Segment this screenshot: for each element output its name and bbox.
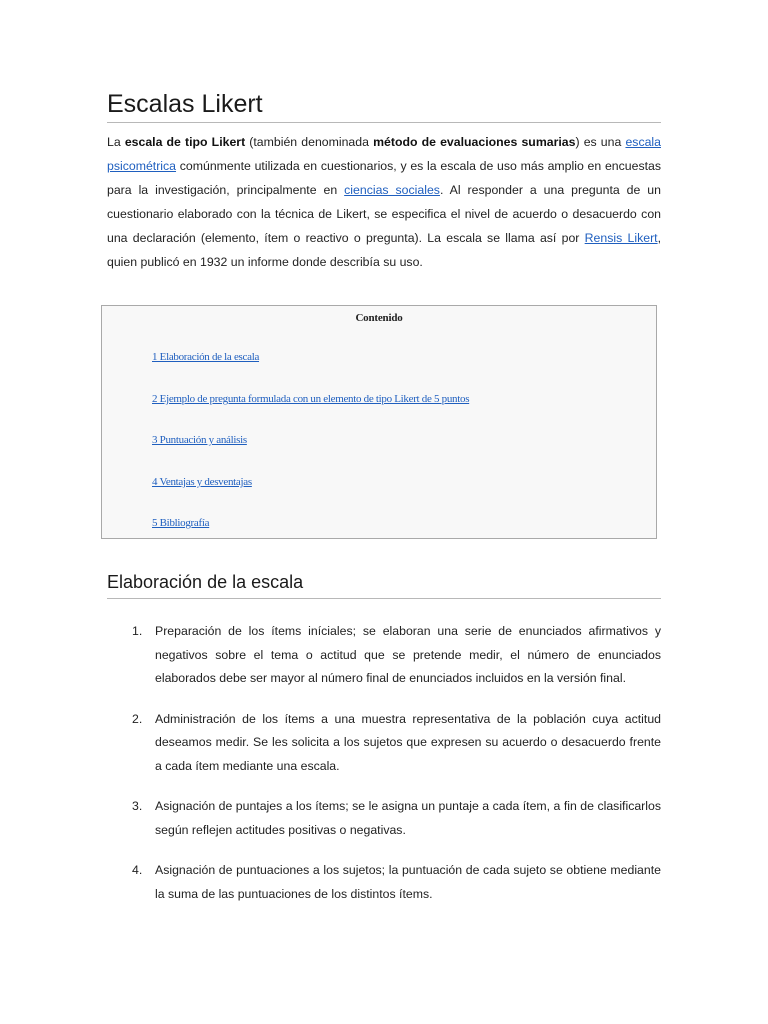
toc-item-elaboracion[interactable]: 1 Elaboración de la escala (152, 351, 260, 363)
page-title: Escalas Likert (107, 88, 661, 123)
intro-bold-likert: escala de tipo Likert (124, 135, 246, 149)
list-item-text: Preparación de los ítems iníciales; se elaboran una serie de enunciados afirmativos y negativos sobre el tema o actitud que se pretende medir, el número de enunciados elaborados debe ser mayor al número final de enunciados incluidos en la versión final. (155, 624, 661, 685)
intro-paragraph (107, 130, 661, 274)
section-heading-elaboracion: Elaboración de la escala (107, 570, 661, 599)
toc-item-ventajas[interactable]: 4 Ventajas y desventajas (152, 476, 252, 488)
intro-bold-metodo: método de evaluaciones sumarias (373, 135, 576, 149)
list-item-text: Asignación de puntuaciones a los sujetos; la puntuación de cada sujeto se obtiene mediante la suma de las puntuaciones de los distintos ítems. (155, 863, 661, 901)
list-item-text: Asignación de puntajes a los ítems; se le asigna un puntaje a cada ítem, a fin de clasificarlos según reflejen actitudes positivas o negativas. (155, 799, 661, 837)
link-rensis-likert[interactable]: Rensis Likert (584, 231, 658, 245)
intro-text-4: comúnmente utilizada en cuestionarios, y es la escala de uso más amplio en encuestas para la investigación, principalmente en (107, 159, 661, 197)
list-item-number: 1. (132, 624, 143, 638)
table-of-contents (101, 305, 657, 539)
intro-text-2: (también denominada (245, 135, 374, 149)
list-item (107, 620, 661, 691)
link-escala-psicometrica[interactable]: escala psicométrica (107, 135, 661, 173)
toc-title: Contenido (355, 312, 403, 324)
intro-text-1: La (107, 135, 125, 149)
list-item-number: 4. (132, 863, 143, 877)
steps-list (107, 620, 661, 923)
list-item-number: 2. (132, 711, 143, 726)
toc-item-puntuacion[interactable]: 3 Puntuación y análisis (152, 434, 247, 446)
list-item (107, 708, 661, 779)
link-ciencias-sociales[interactable]: ciencias sociales (344, 183, 440, 197)
intro-text-3: ) es una (575, 135, 626, 149)
list-item-text: Administración de los ítems a una muestra representativa de la población cuya actitud deseamos medir. Se les solicita a los sujetos que expresen su acuerdo o desacuerdo frente a cada ítem mediante una escala. (155, 711, 661, 773)
intro-text-5: . Al responder a una pregunta de un cuestionario elaborado con la técnica de Likert, se especifica el nivel de acuerdo o desacuerdo con una declaración (elemento, ítem o reactivo o pregunta). La escala se llama así por (107, 183, 661, 245)
list-item (107, 859, 661, 906)
toc-item-bibliografia[interactable]: 5 Bibliografía (152, 517, 210, 529)
toc-item-ejemplo[interactable]: 2 Ejemplo de pregunta formulada con un elemento de tipo Likert de 5 puntos (152, 393, 470, 405)
list-item-number: 3. (132, 799, 143, 813)
intro-text-6: , quien publicó en 1932 un informe donde describía su uso. (107, 231, 661, 269)
list-item (107, 795, 661, 842)
